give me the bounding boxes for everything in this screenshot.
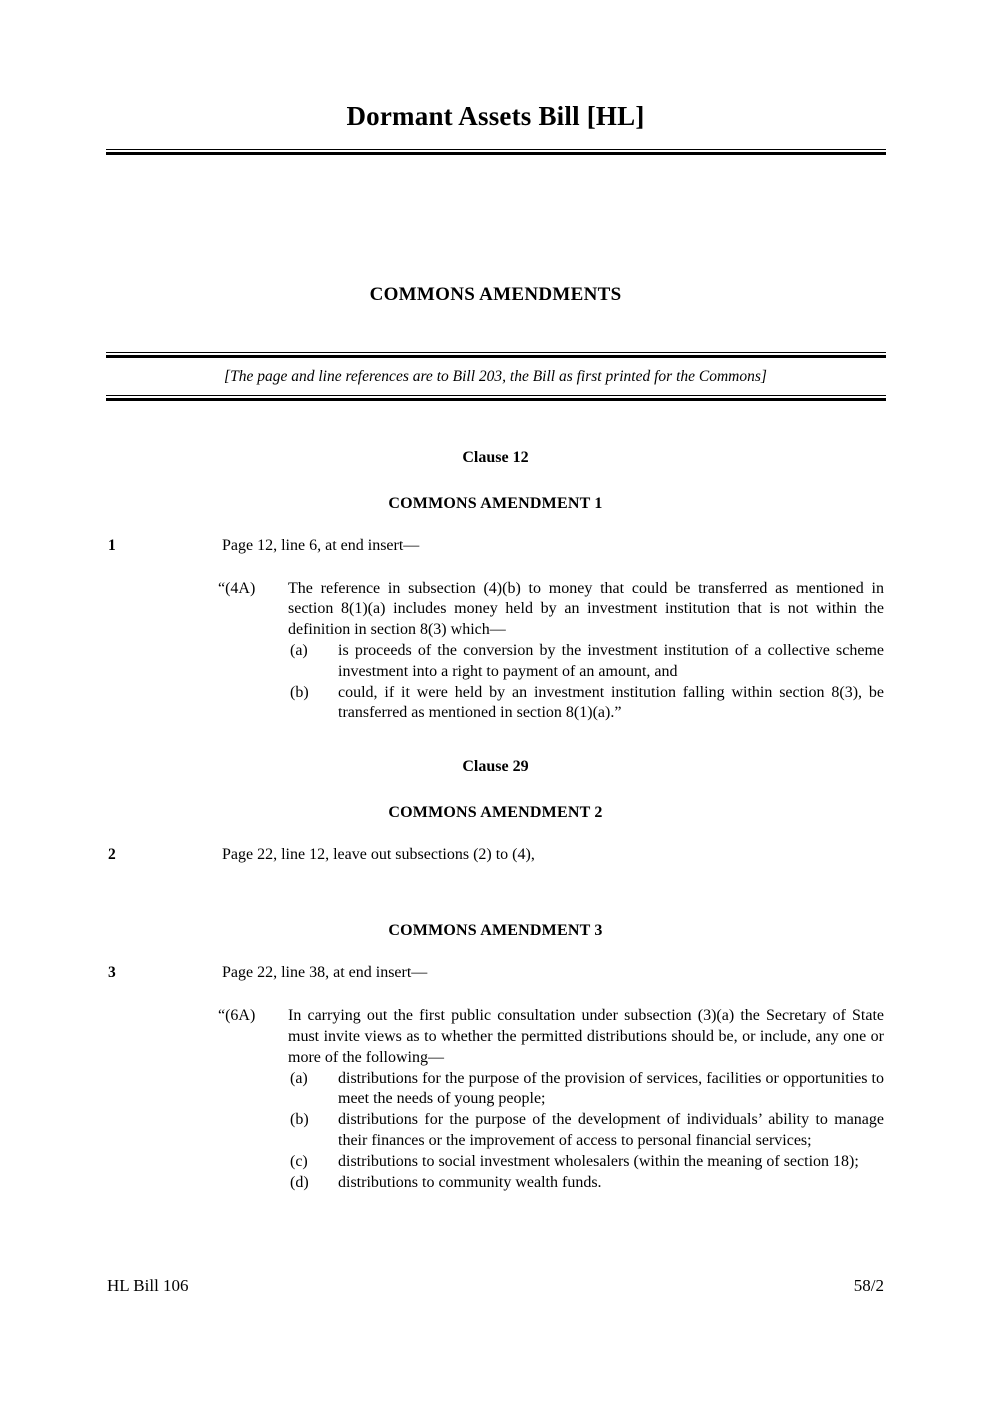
reference-note: [The page and line references are to Bill 203, the Bill as first printed for the Commons] — [224, 367, 767, 385]
list-item-text: distributions for the purpose of the provision of services, facilities or opportunities to meet the needs of young people; — [338, 1069, 884, 1108]
list-item-label: (d) — [290, 1173, 309, 1191]
spacer — [0, 724, 991, 758]
list-item — [290, 641, 884, 683]
list-item-text: distributions for the purpose of the development of individuals’ ability to manage their finances or the improvement of access to personal financial services; — [338, 1111, 884, 1150]
quoted-sub-list — [218, 641, 884, 724]
spacer — [0, 822, 991, 846]
list-item — [290, 1173, 884, 1194]
spacer — [0, 982, 991, 1006]
amendment-row-2 — [0, 846, 991, 864]
list-item-label: (c) — [290, 1152, 308, 1170]
quoted-label: “(4A) — [218, 579, 256, 597]
footer-bill-number: HL Bill 106 — [107, 1276, 189, 1295]
clause-heading-12: Clause 12 — [462, 448, 529, 466]
amendment-instruction: Page 22, line 12, leave out subsections (2) to (4), — [222, 846, 535, 864]
quoted-paragraph — [218, 1006, 884, 1068]
amendment-number: 1 — [108, 536, 116, 554]
spacer — [0, 513, 991, 537]
list-item-label: (b) — [290, 683, 309, 701]
quoted-sub-list — [218, 1069, 884, 1194]
list-item-label: (b) — [290, 1111, 309, 1129]
quoted-paragraph — [218, 579, 884, 641]
spacer — [0, 940, 991, 964]
quoted-text: The reference in subsection (4)(b) to money that could be transferred as mentioned in section 8(1)(a) includes money held by an investment institution that is not within the definition in section 8(3) which— — [288, 579, 884, 639]
amendment-instruction: Page 22, line 38, at end insert— — [222, 964, 428, 982]
page-footer — [107, 1276, 884, 1296]
list-item-label: (a) — [290, 1069, 308, 1087]
spacer — [0, 776, 991, 804]
list-item-text: distributions to community wealth funds. — [338, 1173, 602, 1191]
title-block — [0, 0, 991, 155]
section-heading: COMMONS AMENDMENTS — [369, 283, 622, 305]
list-item — [290, 1069, 884, 1111]
footer-page-number: 58/2 — [853, 1276, 884, 1295]
list-item — [290, 1110, 884, 1152]
quoted-provision-6a — [0, 1006, 991, 1193]
list-item — [290, 1152, 884, 1173]
amendment-instruction: Page 12, line 6, at end insert— — [222, 536, 420, 554]
list-item-label: (a) — [290, 642, 308, 660]
amendment-number: 3 — [108, 964, 116, 982]
amendment-number: 2 — [108, 846, 116, 864]
page-title: Dormant Assets Bill [HL] — [346, 101, 645, 131]
amendment-heading-3: COMMONS AMENDMENT 3 — [388, 922, 603, 940]
list-item-text: distributions to social investment wholesalers (within the meaning of section 18); — [338, 1152, 859, 1170]
list-item-text: is proceeds of the conversion by the investment institution of a collective scheme investment into a right to payment of an amount, and — [338, 642, 884, 680]
amendment-heading-2: COMMONS AMENDMENT 2 — [388, 804, 603, 822]
list-item-text: could, if it were held by an investment institution falling within section 8(3), be transferred as mentioned in section 8(1)(a).” — [338, 683, 884, 722]
quoted-text: In carrying out the first public consultation under subsection (3)(a) the Secretary of State must invite views as to whether the permitted distributions should be, or include, any one or more of the following— — [288, 1007, 884, 1066]
amendment-row-3 — [0, 964, 991, 982]
amendment-heading-1: COMMONS AMENDMENT 1 — [388, 494, 603, 512]
amendment-row-1 — [0, 537, 991, 555]
document-body — [0, 401, 991, 1194]
spacer — [0, 467, 991, 495]
spacer — [0, 864, 991, 922]
quoted-label: “(6A) — [218, 1007, 256, 1025]
clause-heading-29: Clause 29 — [462, 758, 529, 776]
list-item — [290, 683, 884, 725]
spacer — [0, 555, 991, 579]
quoted-provision-4a — [0, 579, 991, 725]
